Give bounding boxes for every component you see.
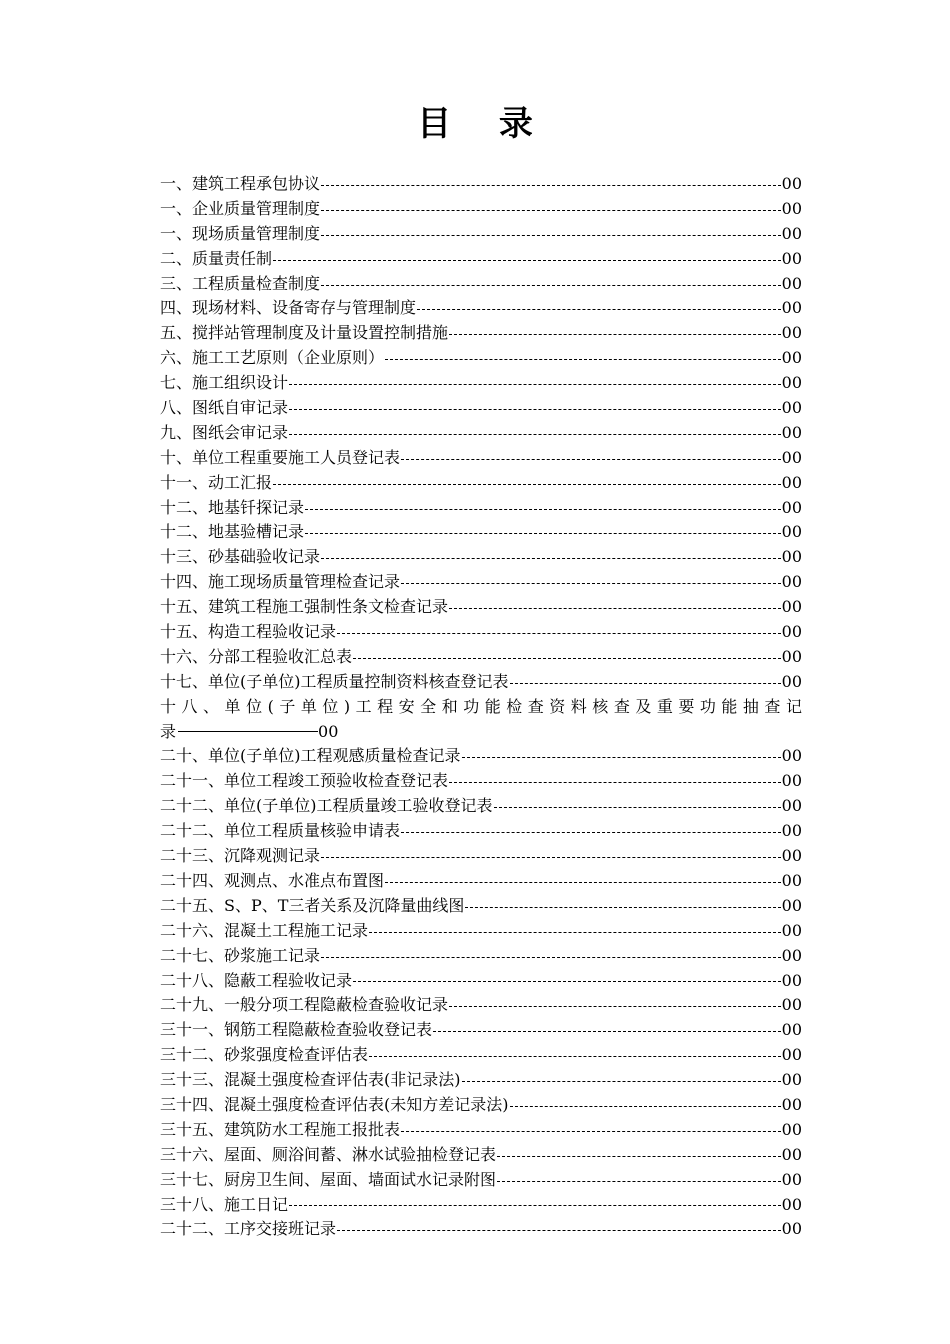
toc-entry xyxy=(160,794,802,819)
toc-entry-title: 十五、建筑工程施工强制性条文检查记录 xyxy=(160,597,449,617)
toc-entry-title: 二十一、单位工程竣工预验收检查登记表 xyxy=(160,771,449,791)
toc-entry-page-number: 00 xyxy=(781,298,802,318)
toc-entry xyxy=(160,1018,802,1043)
toc-leader-dashes xyxy=(510,683,781,684)
toc-entry-page-number: 00 xyxy=(781,796,802,816)
toc-entry xyxy=(160,471,802,496)
toc-entry-title: 二十二、单位(子单位)工程质量竣工验收登记表 xyxy=(160,796,493,816)
toc-leader-dashes xyxy=(369,932,781,933)
toc-entry-char: 、 xyxy=(203,696,220,716)
toc-entry-title: 三十四、混凝土强度检查评估表(未知方差记录法) xyxy=(160,1094,509,1114)
toc-entry-title: 二十九、一般分项工程隐蔽检查验收记录 xyxy=(160,995,449,1015)
toc-entry-page-number: 00 xyxy=(781,1020,802,1040)
toc-entry-title: 三十二、砂浆强度检查评估表 xyxy=(160,1045,369,1065)
toc-entry-char: 位 xyxy=(246,696,263,716)
toc-leader-dashes xyxy=(510,1106,781,1107)
toc-entry-char: 重 xyxy=(656,696,673,716)
toc-entry xyxy=(160,844,802,869)
toc-entry xyxy=(160,396,802,421)
toc-entry xyxy=(160,1118,802,1143)
toc-leader-dashes xyxy=(353,658,781,659)
toc-entry xyxy=(160,744,802,769)
toc-entry-title: 二十七、砂浆施工记录 xyxy=(160,945,321,965)
toc-leader-dashes xyxy=(289,434,781,435)
toc-entry-page-number: 00 xyxy=(781,1119,802,1139)
toc-entry xyxy=(160,371,802,396)
toc-entry-title: 五、搅拌站管理制度及计量设置控制措施 xyxy=(160,323,449,343)
toc-leader-dashes xyxy=(462,757,781,758)
toc-entry-title: 七、施工组织设计 xyxy=(160,373,289,393)
toc-entry-char: 能 xyxy=(484,696,501,716)
toc-entry xyxy=(160,993,802,1018)
toc-entry xyxy=(160,645,802,670)
toc-entry-page-number: 00 xyxy=(781,1219,802,1239)
toc-entry-page-number: 00 xyxy=(318,721,339,741)
toc-entry-page-number: 00 xyxy=(781,622,802,642)
toc-entry-page-number: 00 xyxy=(781,771,802,791)
toc-entry-title: 三十三、混凝土强度检查评估表(非记录法) xyxy=(160,1070,461,1090)
toc-entry-wrapped-line2 xyxy=(160,720,802,745)
toc-leader-dashes xyxy=(337,633,781,634)
toc-entry xyxy=(160,620,802,645)
toc-entry xyxy=(160,1168,802,1193)
toc-entry-title: 十四、施工现场质量管理检查记录 xyxy=(160,572,401,592)
toc-entry-char: 单 xyxy=(224,696,241,716)
toc-entry-title: 录 xyxy=(160,721,177,741)
toc-entry-char: 八 xyxy=(181,696,198,716)
toc-entry-char: 要 xyxy=(678,696,695,716)
toc-entry xyxy=(160,520,802,545)
toc-entry-page-number: 00 xyxy=(781,1194,802,1214)
toc-entry-page-number: 00 xyxy=(781,1144,802,1164)
toc-entry-title: 十一、动工汇报 xyxy=(160,472,273,492)
toc-entry xyxy=(160,969,802,994)
toc-entry-title: 二十四、观测点、水准点布置图 xyxy=(160,870,385,890)
toc-entry-page-number: 00 xyxy=(781,472,802,492)
toc-entry xyxy=(160,421,802,446)
toc-entry-page-number: 00 xyxy=(781,945,802,965)
toc-entry xyxy=(160,296,802,321)
toc-leader-dashes xyxy=(321,185,781,186)
toc-entry xyxy=(160,769,802,794)
toc-entry xyxy=(160,197,802,222)
toc-entry-page-number: 00 xyxy=(781,323,802,343)
toc-entry-char: 安 xyxy=(398,696,415,716)
toc-leader-dashes xyxy=(465,907,780,908)
toc-entry xyxy=(160,1068,802,1093)
toc-entry-title: 二十二、工序交接班记录 xyxy=(160,1219,337,1239)
toc-leader-dashes xyxy=(385,359,781,360)
toc-leader-dashes xyxy=(289,409,781,410)
toc-entry xyxy=(160,545,802,570)
toc-leader-dashes xyxy=(321,285,781,286)
toc-entry-page-number: 00 xyxy=(781,223,802,243)
toc-entry-char: 查 xyxy=(764,696,781,716)
toc-entry-page-number: 00 xyxy=(781,422,802,442)
toc-entry-title: 二十二、单位工程质量核验申请表 xyxy=(160,821,401,841)
toc-entry-char: 查 xyxy=(527,696,544,716)
page-title: 目 录 xyxy=(417,104,551,144)
toc-entry-title: 一、建筑工程承包协议 xyxy=(160,174,321,193)
toc-entry-title: 四、现场材料、设备寄存与管理制度 xyxy=(160,298,417,318)
toc-entry xyxy=(160,172,802,197)
toc-entry-page-number: 00 xyxy=(781,671,802,691)
toc-entry-page-number: 00 xyxy=(781,895,802,915)
toc-leader-dashes xyxy=(321,558,781,559)
toc-leader-dashes xyxy=(401,583,781,584)
table-of-contents xyxy=(160,172,802,1242)
toc-leader-dashes xyxy=(494,807,781,808)
toc-entry-char: 功 xyxy=(463,696,480,716)
toc-leader-dashes xyxy=(337,1230,781,1231)
toc-entry-title: 一、现场质量管理制度 xyxy=(160,223,321,243)
toc-leader-dashes xyxy=(273,260,781,261)
toc-entry-char: ( xyxy=(267,696,274,716)
toc-entry xyxy=(160,1143,802,1168)
toc-leader-dashes xyxy=(321,857,781,858)
toc-entry-char: 能 xyxy=(721,696,738,716)
toc-leader-dashes xyxy=(401,459,781,460)
toc-entry xyxy=(160,670,802,695)
toc-entry-title: 三、工程质量检查制度 xyxy=(160,273,321,293)
toc-entry-title: 十、单位工程重要施工人员登记表 xyxy=(160,447,401,467)
toc-entry-title: 三十五、建筑防水工程施工报批表 xyxy=(160,1119,401,1139)
toc-entry-title: 三十一、钢筋工程隐蔽检查验收登记表 xyxy=(160,1020,433,1040)
toc-leader-dashes xyxy=(401,1131,781,1132)
toc-entry xyxy=(160,894,802,919)
toc-leader-line xyxy=(178,731,318,732)
toc-entry-char: 位 xyxy=(322,696,339,716)
toc-entry-char: ) xyxy=(343,696,351,716)
toc-entry xyxy=(160,869,802,894)
toc-leader-dashes xyxy=(369,1056,781,1057)
toc-entry-title: 一、企业质量管理制度 xyxy=(160,198,321,218)
toc-entry-char: 料 xyxy=(570,696,587,716)
toc-entry-page-number: 00 xyxy=(781,373,802,393)
toc-leader-dashes xyxy=(305,509,781,510)
toc-entry-char: 记 xyxy=(785,696,802,716)
toc-entry-char: 检 xyxy=(506,696,523,716)
toc-entry-title: 二十六、混凝土工程施工记录 xyxy=(160,920,369,940)
toc-entry-char: 核 xyxy=(592,696,609,716)
toc-entry-page-number: 00 xyxy=(781,447,802,467)
toc-entry-page-number: 00 xyxy=(781,273,802,293)
toc-leader-dashes xyxy=(321,235,781,236)
toc-entry-page-number: 00 xyxy=(781,174,802,193)
toc-entry xyxy=(160,1217,802,1242)
toc-entry-page-number: 00 xyxy=(781,522,802,542)
toc-entry-title: 三十六、屋面、厕浴间蓄、淋水试验抽检登记表 xyxy=(160,1144,497,1164)
toc-entry-title: 二十、单位(子单位)工程观感质量检查记录 xyxy=(160,746,461,766)
toc-entry-page-number: 00 xyxy=(781,846,802,866)
toc-entry-title: 十三、砂基础验收记录 xyxy=(160,547,321,567)
toc-entry-page-number: 00 xyxy=(781,920,802,940)
toc-entry-page-number: 00 xyxy=(781,1045,802,1065)
toc-entry-page-number: 00 xyxy=(781,348,802,368)
toc-entry xyxy=(160,919,802,944)
toc-entry xyxy=(160,496,802,521)
toc-entry xyxy=(160,222,802,247)
toc-entry xyxy=(160,944,802,969)
toc-leader-dashes xyxy=(305,533,781,534)
toc-entry-page-number: 00 xyxy=(781,398,802,418)
toc-entry-page-number: 00 xyxy=(781,746,802,766)
toc-entry-page-number: 00 xyxy=(781,646,802,666)
toc-entry-char: 程 xyxy=(377,696,394,716)
toc-entry-title: 二十五、S、P、T三者关系及沉降量曲线图 xyxy=(160,895,465,915)
toc-entry-char: 单 xyxy=(300,696,317,716)
toc-entry-char: 查 xyxy=(613,696,630,716)
toc-entry-page-number: 00 xyxy=(781,597,802,617)
toc-leader-dashes xyxy=(353,981,781,982)
toc-entry-title: 八、图纸自审记录 xyxy=(160,398,289,418)
toc-entry-page-number: 00 xyxy=(781,870,802,890)
toc-entry-page-number: 00 xyxy=(781,497,802,517)
toc-entry-char: 和 xyxy=(441,696,458,716)
toc-entry-page-number: 00 xyxy=(781,970,802,990)
toc-entry-title: 二十八、隐蔽工程验收记录 xyxy=(160,970,353,990)
toc-entry-char: 及 xyxy=(635,696,652,716)
toc-entry-char: 子 xyxy=(279,696,296,716)
toc-leader-dashes xyxy=(449,608,781,609)
toc-leader-dashes xyxy=(497,1156,781,1157)
toc-entry-page-number: 00 xyxy=(781,198,802,218)
toc-entry-title: 六、施工工艺原则（企业原则） xyxy=(160,348,385,368)
toc-entry-title: 九、图纸会审记录 xyxy=(160,422,289,442)
toc-entry-title: 十二、地基验槽记录 xyxy=(160,522,305,542)
toc-entry xyxy=(160,570,802,595)
toc-leader-dashes xyxy=(497,1181,781,1182)
toc-entry-wrapped xyxy=(160,695,802,745)
toc-leader-dashes xyxy=(289,384,781,385)
toc-entry-page-number: 00 xyxy=(781,995,802,1015)
toc-entry-title: 十二、地基钎探记录 xyxy=(160,497,305,517)
toc-entry-title: 十五、构造工程验收记录 xyxy=(160,622,337,642)
toc-entry xyxy=(160,247,802,272)
toc-entry-page-number: 00 xyxy=(781,1070,802,1090)
toc-entry xyxy=(160,321,802,346)
toc-entry xyxy=(160,1193,802,1218)
toc-entry xyxy=(160,1093,802,1118)
toc-entry-page-number: 00 xyxy=(781,547,802,567)
toc-leader-dashes xyxy=(321,957,781,958)
toc-entry xyxy=(160,595,802,620)
toc-leader-dashes xyxy=(433,1031,781,1032)
toc-entry-char: 工 xyxy=(355,696,372,716)
toc-entry-page-number: 00 xyxy=(781,572,802,592)
toc-entry-title: 十七、单位(子单位)工程质量控制资料核查登记表 xyxy=(160,671,509,691)
toc-entry-char: 十 xyxy=(160,696,177,716)
toc-entry xyxy=(160,1043,802,1068)
toc-leader-dashes xyxy=(385,882,781,883)
toc-leader-dashes xyxy=(449,1006,781,1007)
toc-leader-dashes xyxy=(401,832,781,833)
toc-entry xyxy=(160,446,802,471)
toc-entry-page-number: 00 xyxy=(781,248,802,268)
toc-entry-char: 资 xyxy=(549,696,566,716)
toc-entry-title: 十六、分部工程验收汇总表 xyxy=(160,646,353,666)
toc-entry-page-number: 00 xyxy=(781,821,802,841)
toc-entry-title: 三十七、厨房卫生间、屋面、墙面试水记录附图 xyxy=(160,1169,497,1189)
toc-entry-page-number: 00 xyxy=(781,1169,802,1189)
toc-entry-title: 二十三、沉降观测记录 xyxy=(160,846,321,866)
toc-entry-page-number: 00 xyxy=(781,1094,802,1114)
toc-entry-wrapped-line1 xyxy=(160,695,802,720)
toc-entry xyxy=(160,346,802,371)
toc-leader-dashes xyxy=(449,782,781,783)
toc-entry-char: 全 xyxy=(420,696,437,716)
toc-entry-title: 二、质量责任制 xyxy=(160,248,273,268)
toc-leader-dashes xyxy=(273,484,781,485)
toc-entry-char: 功 xyxy=(699,696,716,716)
toc-leader-dashes xyxy=(289,1205,781,1206)
toc-leader-dashes xyxy=(462,1081,781,1082)
toc-leader-dashes xyxy=(321,210,781,211)
toc-leader-dashes xyxy=(449,334,781,335)
toc-leader-dashes xyxy=(417,309,781,310)
toc-entry xyxy=(160,272,802,297)
toc-entry-title: 三十八、施工日记 xyxy=(160,1194,289,1214)
toc-entry xyxy=(160,819,802,844)
toc-entry-char: 抽 xyxy=(742,696,759,716)
